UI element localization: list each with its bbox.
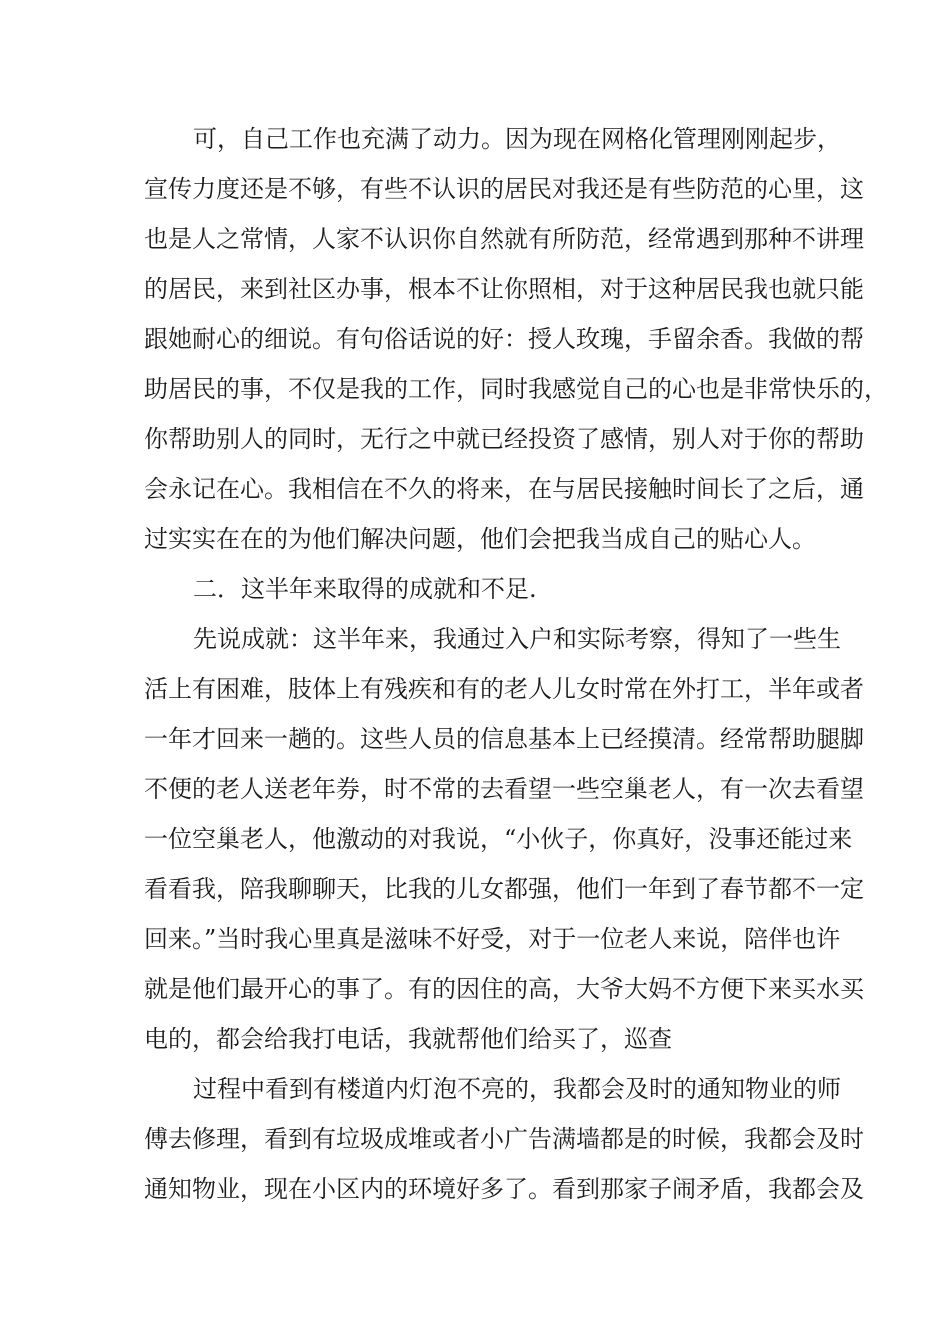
text-line: 电的，都会给我打电话，我就帮他们给买了，巡查 (144, 1025, 672, 1053)
text-line: 一年才回来一趟的。这些人员的信息基本上已经摸清。经常帮助腿脚 (144, 725, 864, 753)
text-line: 就是他们最开心的事了。有的因住的高，大爷大妈不方便下来买水买 (144, 975, 864, 1003)
text-line: 过程中看到有楼道内灯泡不亮的，我都会及时的通知物业的师 (193, 1075, 841, 1103)
text-line: 不便的老人送老年券，时不常的去看望一些空巢老人，有一次去看望 (144, 775, 864, 803)
text-line: 傅去修理，看到有垃圾成堆或者小广告满墙都是的时候，我都会及时 (144, 1125, 864, 1153)
text-line: 的居民，来到社区办事，根本不让你照相，对于这种居民我也就只能 (144, 275, 864, 303)
text-line: 活上有困难，肢体上有残疾和有的老人儿女时常在外打工，半年或者 (144, 675, 864, 703)
text-line: 跟她耐心的细说。有句俗话说的好：授人玫瑰，手留余香。我做的帮 (144, 325, 864, 353)
text-line: 宣传力度还是不够，有些不认识的居民对我还是有些防范的心里，这 (144, 175, 864, 203)
text-line: 助居民的事，不仅是我的工作，同时我感觉自己的心也是非常快乐的， (144, 375, 888, 403)
text-line: 一位空巢老人，他激动的对我说，“小伙子，你真好，没事还能过来 (144, 825, 853, 853)
text-line: 可，自己工作也充满了动力。因为现在网格化管理刚刚起步， (193, 125, 841, 153)
text-line: 也是人之常情，人家不认识你自然就有所防范，经常遇到那种不讲理 (144, 225, 864, 253)
text-line: 看看我，陪我聊聊天，比我的儿女都强，他们一年到了春节都不一定 (144, 875, 864, 903)
text-line: 你帮助别人的同时，无行之中就已经投资了感情，别人对于你的帮助 (144, 425, 864, 453)
section-heading: 二．这半年来取得的成就和不足. (193, 575, 537, 603)
text-line: 过实实在在的为他们解决问题，他们会把我当成自己的贴心人。 (144, 525, 816, 553)
text-line: 会永记在心。我相信在不久的将来，在与居民接触时间长了之后，通 (144, 475, 864, 503)
text-line: 回来。”当时我心里真是滋味不好受，对于一位老人来说，陪伴也许 (144, 925, 841, 953)
text-line: 通知物业，现在小区内的环境好多了。看到那家子闹矛盾，我都会及 (144, 1175, 864, 1203)
text-line: 先说成就：这半年来，我通过入户和实际考察，得知了一些生 (193, 625, 841, 653)
